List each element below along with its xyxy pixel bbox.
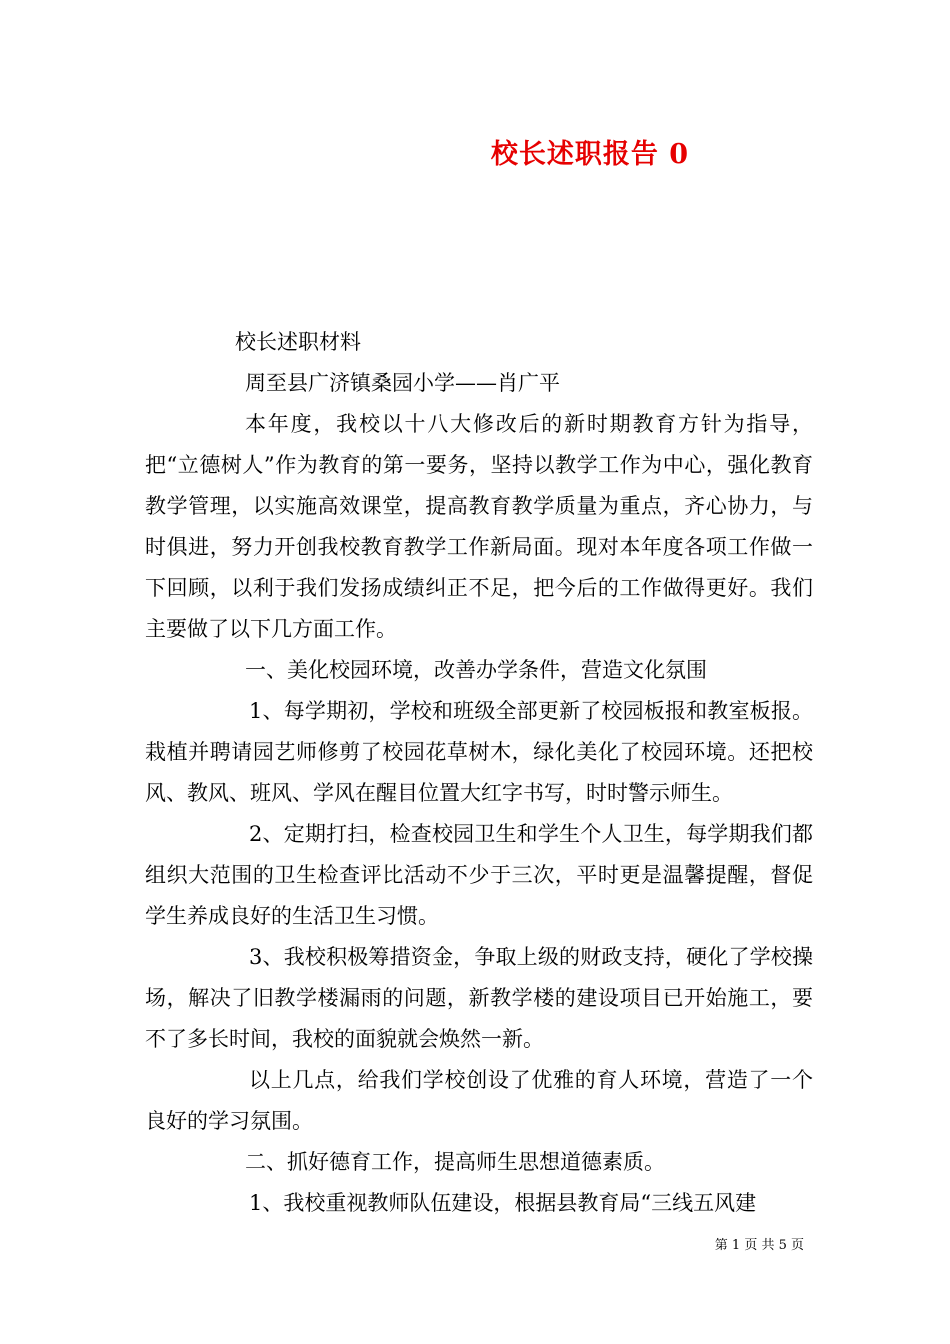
document-title: 校长述职报告 0 (490, 139, 690, 170)
author-line: 周至县广济镇桑园小学——肖广平 (245, 371, 560, 395)
body-paragraph: 以上几点，给我们学校创设了优雅的育人环境，营造了一个良好的学习氛围。 (145, 1068, 813, 1133)
body-paragraph: 3、我校积极筹措资金，争取上级的财政支持，硬化了学校操场，解决了旧教学楼漏雨的问题，新教学楼的建设项目已开始施工，要不了多长时间，我校的面貌就会焕然一新。 (145, 945, 813, 1051)
body-paragraph: 2、定期打扫，检查校园卫生和学生个人卫生，每学期我们都组织大范围的卫生检查评比活动不少于三次，平时更是温馨提醒，督促学生养成良好的生活卫生习惯。 (145, 822, 813, 928)
section-heading: 校长述职材料 (235, 330, 361, 354)
section-heading: 二、抓好德育工作，提高师生思想道德素质。 (245, 1150, 665, 1174)
page-number-footer: 第 1 页 共 5 页 (714, 1238, 804, 1253)
body-paragraph: 本年度，我校以十八大修改后的新时期教育方针为指导，把“立德树人”作为教育的第一要务，坚持以教学工作为中心，强化教育教学管理，以实施高效课堂，提高教育教学质量为重点，齐心协力，与时俱进，努力开创我校教育教学工作新局面。现对本年度各项工作做一下回顾，以利于我们发扬成绩纠正不足，把今后的工作做得更好。我们主要做了以下几方面工作。 (145, 412, 813, 641)
document-body (145, 322, 813, 1224)
body-paragraph: 1、每学期初，学校和班级全部更新了校园板报和教室板报。栽植并聘请园艺师修剪了校园花草树木，绿化美化了校园环境。还把校风、教风、班风、学风在醒目位置大红字书写，时时警示师生。 (145, 699, 813, 805)
section-heading: 一、美化校园环境，改善办学条件，营造文化氛围 (245, 658, 707, 682)
body-paragraph: 1、我校重视教师队伍建设，根据县教育局“三线五风建 (249, 1191, 757, 1215)
